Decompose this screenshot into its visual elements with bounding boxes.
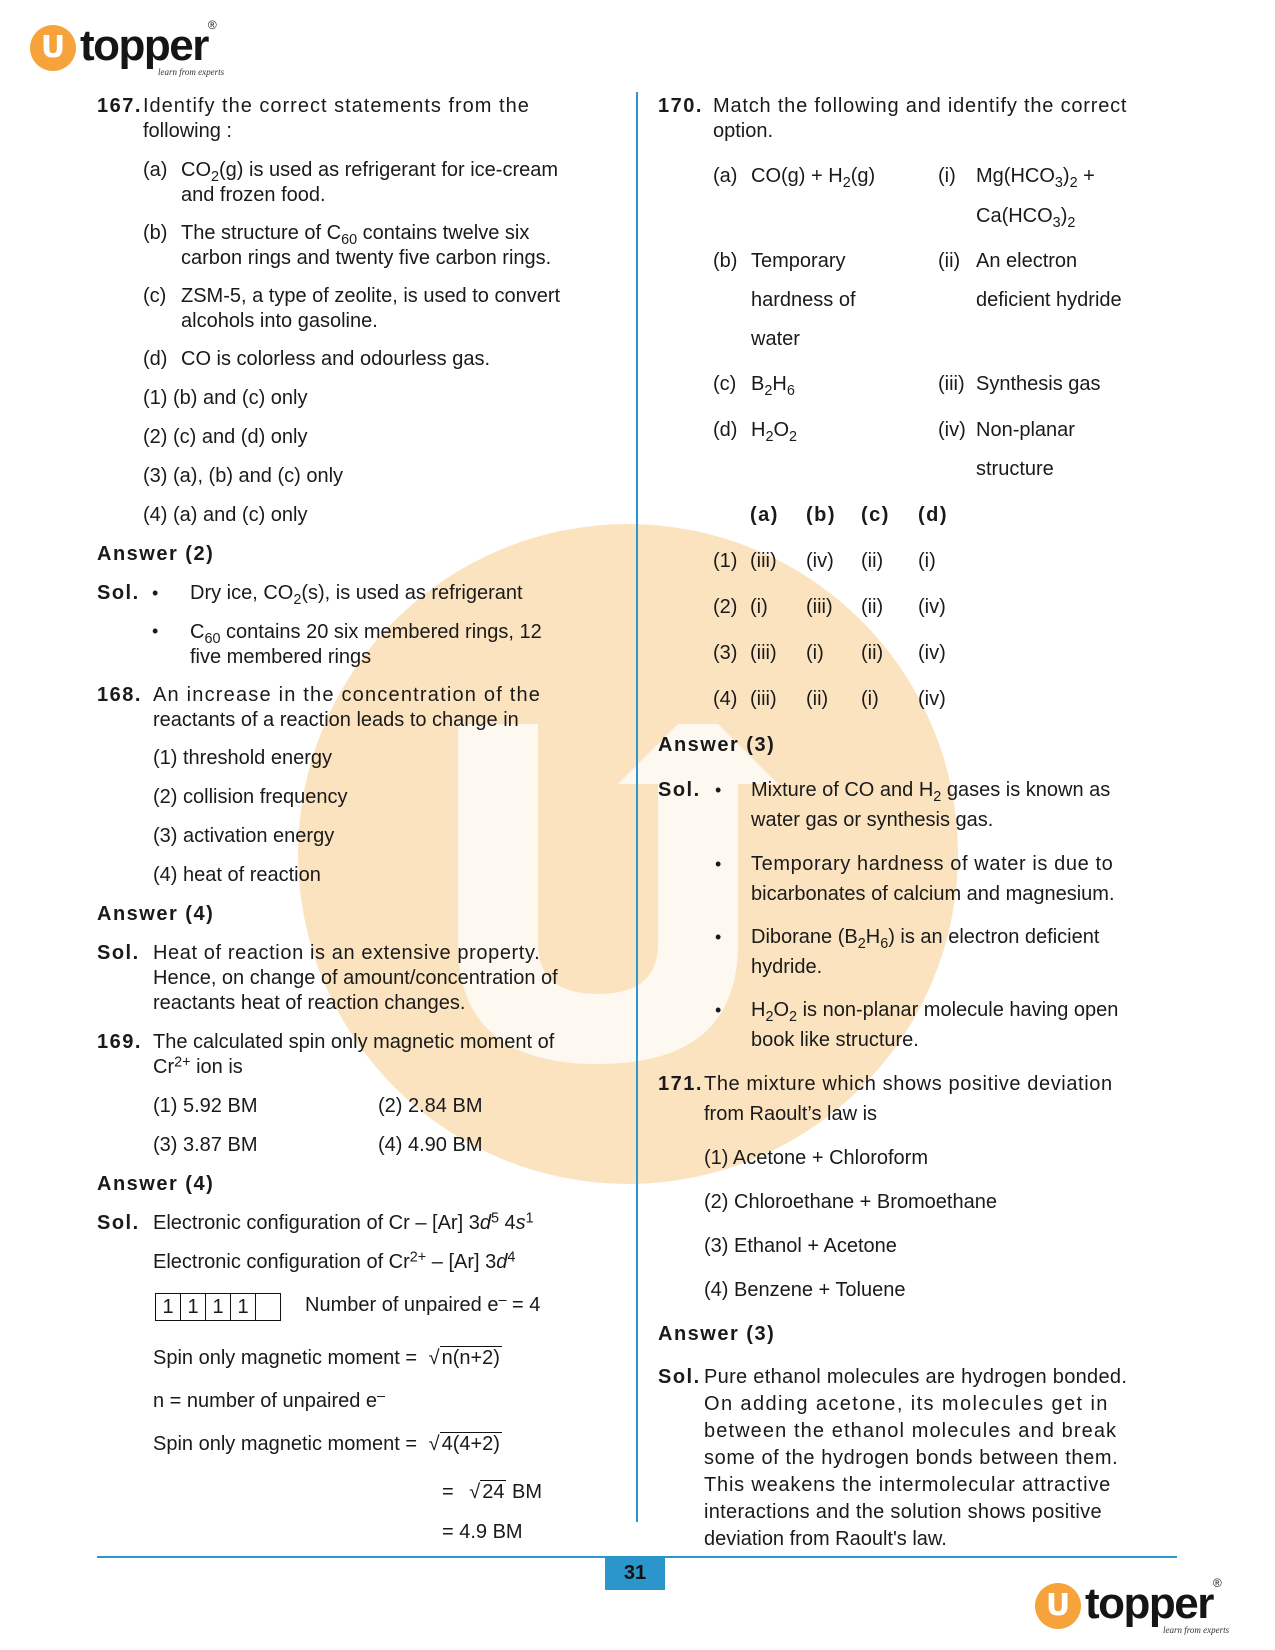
answer: Answer (2) (97, 543, 215, 565)
statement-label: (a) (143, 159, 168, 181)
orbital-box: 1 (155, 1293, 180, 1321)
logo-u-icon: U (30, 25, 76, 71)
solution-point-cont: five membered rings (190, 646, 372, 668)
electronic-config-cr: Electronic configuration of Cr – [Ar] $3d^5$ $4s^1$ (153, 1210, 534, 1234)
solution-text: This weakens the intermolecular attractive (704, 1474, 1112, 1496)
electronic-config-cr2: Electronic configuration of $Cr^{2+} - [Ar]$ $3d^4$ (153, 1249, 516, 1273)
solution-label: Sol. (658, 779, 701, 801)
solution-text: Hence, on change of amount/concentration of (153, 967, 558, 989)
unpaired-count: Number of unpaired e– = 4 (305, 1292, 541, 1316)
match-item-c: $B_2H_6$ (751, 373, 795, 400)
solution-text: interactions and the solution shows positive (704, 1501, 1102, 1523)
option: (2) 2.84 BM (378, 1095, 483, 1117)
solution-label: Sol. (97, 942, 140, 964)
header-logo (30, 18, 224, 78)
option: (4) Benzene + Toluene (704, 1279, 906, 1301)
row-number: (1) (713, 550, 738, 572)
row-number: (3) (713, 642, 738, 664)
statement-a-cont: and frozen food. (181, 184, 326, 206)
table-header: (a) (750, 504, 779, 526)
logo-wordmark: topper (1085, 1579, 1213, 1628)
match-label: (a) (713, 165, 738, 187)
logo-registered-mark: ® (207, 18, 217, 32)
question-number: 168. (97, 684, 142, 706)
question-stem-cont: $Cr^{2+}$ ion is (153, 1054, 243, 1078)
row-number: (4) (713, 688, 738, 710)
option: (4) 4.90 BM (378, 1134, 483, 1156)
table-cell: (iii) (806, 596, 833, 618)
footer-logo (1035, 1576, 1229, 1636)
statement-label: (d) (143, 348, 168, 370)
bullet-icon: • (715, 1000, 722, 1020)
table-cell: (ii) (861, 550, 884, 572)
table-cell: (iv) (918, 596, 946, 618)
table-cell: (ii) (806, 688, 829, 710)
logo-tagline: learn from experts (158, 67, 225, 77)
option: (3) Ethanol + Acetone (704, 1235, 897, 1257)
match-label: (b) (713, 250, 738, 272)
bullet-icon: • (152, 621, 159, 641)
option: (1) 5.92 BM (153, 1095, 258, 1117)
orbital-box: 1 (180, 1293, 205, 1321)
answer: Answer (4) (97, 903, 215, 925)
bullet-icon: • (715, 780, 722, 800)
table-cell: (i) (918, 550, 936, 572)
question-number: 169. (97, 1031, 142, 1053)
question-stem: The mixture which shows positive deviation (704, 1073, 1113, 1095)
match-item-a: $CO(g) + H_2(g)$ (751, 165, 876, 192)
option: (1) Acetone + Chloroform (704, 1147, 928, 1169)
match-item-ii: An electron (976, 250, 1078, 272)
match-item-iv: Non-planar (976, 419, 1075, 441)
bullet-icon: • (715, 927, 722, 947)
n-definition: n = number of unpaired e– (153, 1388, 386, 1412)
solution-text: Heat of reaction is an extensive property. (153, 942, 541, 964)
spin-moment-formula: Spin only magnetic moment = √ n(n+2) (153, 1347, 500, 1369)
question-stem: An increase in the concentration of the (153, 684, 542, 706)
question-stem-cont: reactants of a reaction leads to change in (153, 709, 519, 731)
statement-c-cont: alcohols into gasoline. (181, 310, 378, 332)
solution-label: Sol. (658, 1366, 701, 1388)
table-cell: (i) (750, 596, 768, 618)
statement-b: The structure of $C_{60}$ contains twelve six (181, 222, 530, 249)
column-divider (636, 92, 638, 1522)
statement-d: CO is colorless and odourless gas. (181, 348, 491, 370)
orbital-box-diagram (155, 1293, 281, 1321)
match-item-iv-cont: structure (976, 458, 1054, 480)
solution-point: $C_{60}$ contains 20 six membered rings, 12 (190, 621, 542, 648)
solution-label: Sol. (97, 1212, 140, 1234)
question-stem-cont: following : (143, 120, 232, 142)
table-header: (b) (806, 504, 837, 526)
statement-label: (b) (143, 222, 168, 244)
bullet-icon: • (152, 583, 159, 603)
answer: Answer (3) (658, 1323, 776, 1345)
option: (3) activation energy (153, 825, 335, 847)
option: (3) 3.87 BM (153, 1134, 258, 1156)
option: (2) (c) and (d) only (143, 426, 308, 448)
solution-text: deviation from Raoult's law. (704, 1528, 947, 1550)
spin-moment-step: = √ 24 BM (442, 1481, 543, 1503)
logo-u-icon: U (1035, 1583, 1081, 1629)
question-stem-cont: from Raoult’s law is (704, 1103, 878, 1125)
table-cell: (iv) (918, 688, 946, 710)
statement-c: ZSM-5, a type of zeolite, is used to convert (181, 285, 561, 307)
match-item-b-cont: water (751, 328, 800, 350)
solution-point-cont: book like structure. (751, 1029, 919, 1051)
solution-text: some of the hydrogen bonds between them. (704, 1447, 1119, 1469)
solution-text: On adding acetone, its molecules get in (704, 1393, 1109, 1415)
solution-point: Diborane $(B_2H_6)$ is an electron deficient (751, 926, 1100, 953)
solution-point-cont: hydride. (751, 956, 823, 978)
match-label: (iii) (938, 373, 965, 395)
question-number: 167. (97, 95, 142, 117)
option: (4) heat of reaction (153, 864, 321, 886)
page-number: 31 (605, 1556, 665, 1590)
table-cell: (iv) (806, 550, 834, 572)
table-header: (d) (918, 504, 949, 526)
option: (1) threshold energy (153, 747, 332, 769)
solution-point: Temporary hardness of water is due to (751, 853, 1114, 875)
question-stem: Match the following and identify the correct (713, 95, 1128, 117)
orbital-box (255, 1293, 281, 1321)
question-stem-cont: option. (713, 120, 774, 142)
match-item-b: Temporary (751, 250, 846, 272)
logo-wordmark: topper (80, 21, 208, 70)
match-label: (d) (713, 419, 738, 441)
row-number: (2) (713, 596, 738, 618)
question-number: 171. (658, 1073, 703, 1095)
option: (4) (a) and (c) only (143, 504, 308, 526)
question-number: 170. (658, 95, 703, 117)
table-cell: (iii) (750, 550, 777, 572)
statement-b-cont: carbon rings and twenty five carbon rings. (181, 247, 552, 269)
match-item-b-cont: hardness of (751, 289, 856, 311)
solution-text: between the ethanol molecules and break (704, 1420, 1118, 1442)
solution-text: reactants heat of reaction changes. (153, 992, 466, 1014)
table-cell: (iii) (750, 688, 777, 710)
watermark-u-arrow-logo (398, 724, 798, 1124)
match-label: (ii) (938, 250, 961, 272)
match-label: (c) (713, 373, 737, 395)
table-cell: (iv) (918, 642, 946, 664)
table-cell: (i) (861, 688, 879, 710)
spin-moment-substitution: Spin only magnetic moment = √ 4(4+2) (153, 1433, 500, 1455)
solution-point: Mixture of CO and $H_2$ gases is known as (751, 779, 1111, 806)
table-cell: (ii) (861, 642, 884, 664)
table-cell: (i) (806, 642, 824, 664)
option: (1) (b) and (c) only (143, 387, 308, 409)
statement-a: $CO_2(g)$ is used as refrigerant for ice-cream (181, 159, 559, 186)
option: (2) collision frequency (153, 786, 348, 808)
answer: Answer (3) (658, 734, 776, 756)
option: (2) Chloroethane + Bromoethane (704, 1191, 997, 1213)
solution-label: Sol. (97, 582, 140, 604)
option: (3) (a), (b) and (c) only (143, 465, 344, 487)
solution-point: Dry ice, $CO_2(s)$, is used as refrigerant (190, 582, 523, 609)
match-label: (iv) (938, 419, 966, 441)
spin-moment-result: = 4.9 BM (442, 1521, 523, 1543)
question-stem: The calculated spin only magnetic moment of (153, 1031, 555, 1053)
logo-tagline: learn from experts (1163, 1625, 1230, 1635)
bullet-icon: • (715, 854, 722, 874)
solution-point-cont: water gas or synthesis gas. (751, 809, 994, 831)
table-cell: (iii) (750, 642, 777, 664)
match-item-ii-cont: deficient hydride (976, 289, 1122, 311)
table-header: (c) (861, 504, 890, 526)
match-item-i: $Mg(HCO_3)_2$ + (976, 165, 1095, 192)
solution-point-cont: bicarbonates of calcium and magnesium. (751, 883, 1115, 905)
statement-label: (c) (143, 285, 167, 307)
orbital-box: 1 (205, 1293, 230, 1321)
match-item-d: $H_2O_2$ (751, 419, 798, 446)
solution-text: Pure ethanol molecules are hydrogen bonded. (704, 1366, 1128, 1388)
question-stem: Identify the correct statements from the (143, 95, 530, 117)
match-label: (i) (938, 165, 956, 187)
match-item-i-cont: $Ca(HCO_3)_2$ (976, 205, 1076, 232)
orbital-box: 1 (230, 1293, 255, 1321)
answer: Answer (4) (97, 1173, 215, 1195)
match-item-iii: Synthesis gas (976, 373, 1101, 395)
solution-point: $H_2O_2$ is non-planar molecule having open (751, 999, 1119, 1026)
logo-registered-mark: ® (1212, 1576, 1222, 1590)
table-cell: (ii) (861, 596, 884, 618)
